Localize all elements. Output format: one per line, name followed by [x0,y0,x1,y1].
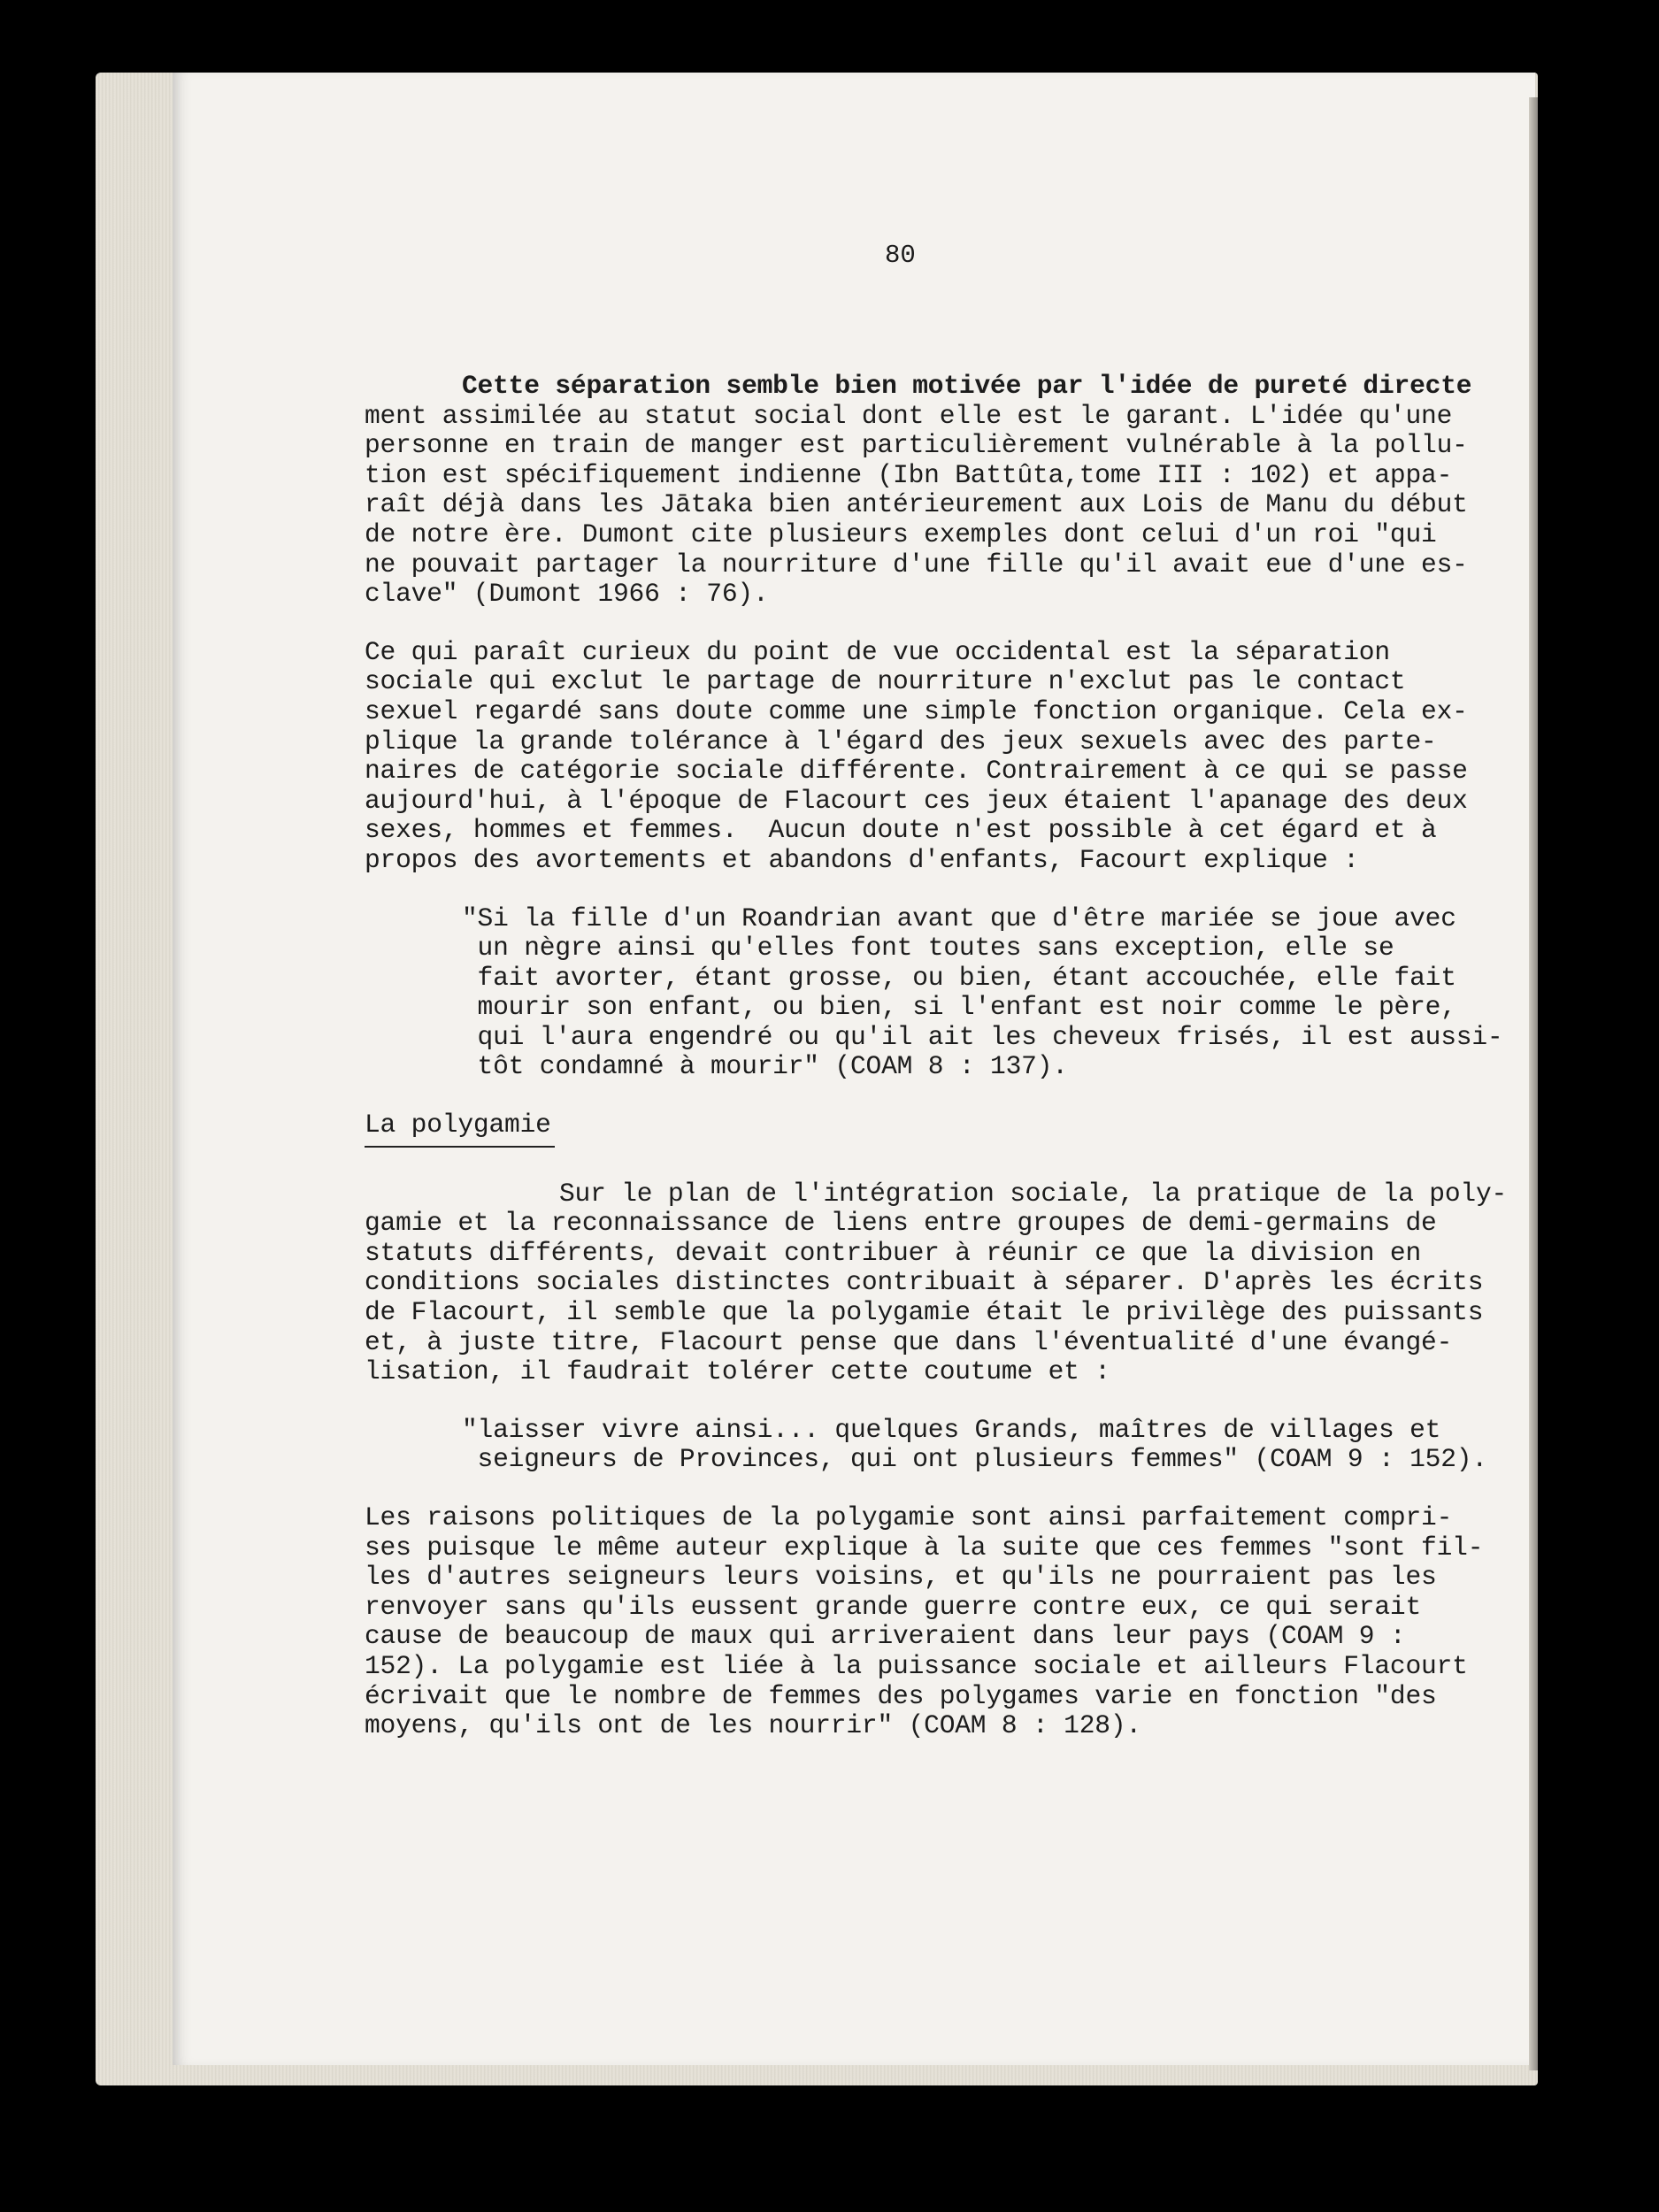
text-line: statuts différents, devait contribuer à réunir ce que la division en [365,1237,1422,1268]
text-line: tion est spécifiquement indienne (Ibn Battûta,tome III : 102) et appa- [365,459,1453,490]
text-line: sociale qui exclut le partage de nourriture n'exclut pas le contact [365,666,1406,697]
quote-2 [365,1416,1532,1475]
page-body [365,372,1532,1770]
paragraph-2 [365,638,1532,876]
section-heading-text: La polygamie [365,1110,555,1148]
text-line: moyens, qu'ils ont de les nourrir" (COAM 8 : 128). [365,1710,1141,1741]
quote-1 [365,904,1532,1083]
text-line: personne en train de manger est particulièrement vulnérable à la pollu- [365,430,1468,461]
text-line: ses puisque le même auteur explique à la suite que ces femmes "sont fil- [365,1532,1484,1563]
section-heading [365,1110,1532,1148]
text-line: Ce qui paraît curieux du point de vue occidental est la séparation [365,636,1390,667]
text-line: aujourd'hui, à l'époque de Flacourt ces jeux étaient l'apanage des deux [365,785,1468,816]
page-number: 80 [885,241,916,270]
text-line: naires de catégorie sociale différente. Contrairement à ce qui se passe [365,756,1468,787]
text-line: les d'autres seigneurs leurs voisins, et qu'ils ne pourraient pas les [365,1562,1437,1593]
text-line: gamie et la reconnaissance de liens entre groupes de demi-germains de [365,1208,1437,1239]
text-line: seigneurs de Provinces, qui ont plusieurs femmes" (COAM 9 : 152). [462,1444,1487,1475]
paragraph-1 [365,372,1532,610]
text-line: un nègre ainsi qu'elles font toutes sans exception, elle se [462,933,1394,964]
paragraph-4 [365,1503,1532,1741]
text-line: ne pouvait partager la nourriture d'une fille qu'il avait eue d'une es- [365,549,1468,580]
text-line: sexes, hommes et femmes. Aucun doute n'est possible à cet égard et à [365,815,1437,846]
text-line: clave" (Dumont 1966 : 76). [365,579,769,610]
text-line: propos des avortements et abandons d'enfants, Facourt explique : [365,844,1359,875]
text-line: Les raisons politiques de la polygamie sont ainsi parfaitement compri- [365,1502,1453,1532]
text-line: sexuel regardé sans doute comme une simple fonction organique. Cela ex- [365,695,1468,726]
text-line: Cette séparation semble bien motivée par l'idée de pureté directe [462,371,1472,401]
text-line: cause de beaucoup de maux qui arriveraient dans leur pays (COAM 9 : [365,1621,1406,1652]
text-line: lisation, il faudrait tolérer cette coutume et : [365,1356,1110,1387]
text-line: de Flacourt, il semble que la polygamie était le privilège des puissants [365,1297,1484,1328]
text-line: écrivait que le nombre de femmes des polygames varie en fonction "des [365,1680,1437,1711]
text-line: "laisser vivre ainsi... quelques Grands, maîtres de villages et [462,1414,1441,1445]
text-line: 152). La polygamie est liée à la puissance sociale et ailleurs Flacourt [365,1650,1468,1681]
text-line: ment assimilée au statut social dont elle est le garant. L'idée qu'une [365,400,1453,431]
text-line: qui l'aura engendré ou qu'il ait les cheveux frisés, il est aussi- [462,1021,1503,1052]
text-line: plique la grande tolérance à l'égard des jeux sexuels avec des parte- [365,726,1437,757]
text-line: renvoyer sans qu'ils eussent grande guerre contre eux, ce qui serait [365,1591,1422,1622]
text-line: "Si la fille d'un Roandrian avant que d'être mariée se joue avec [462,902,1456,933]
text-line: et, à juste titre, Flacourt pense que dans l'éventualité d'une évangé- [365,1326,1453,1357]
text-line: raît déjà dans les Jātaka bien antérieurement aux Lois de Manu du début [365,489,1468,520]
text-line: fait avorter, étant grosse, ou bien, étant accouchée, elle fait [462,962,1456,993]
text-line: Sur le plan de l'intégration sociale, la pratique de la poly- [559,1178,1508,1209]
paragraph-3 [365,1179,1532,1387]
text-line: mourir son enfant, ou bien, si l'enfant est noir comme le père, [462,992,1456,1023]
text-line: conditions sociales distinctes contribuait à séparer. D'après les écrits [365,1267,1484,1298]
text-line: tôt condamné à mourir" (COAM 8 : 137). [462,1051,1068,1082]
text-line: de notre ère. Dumont cite plusieurs exemples dont celui d'un roi "qui [365,518,1437,549]
